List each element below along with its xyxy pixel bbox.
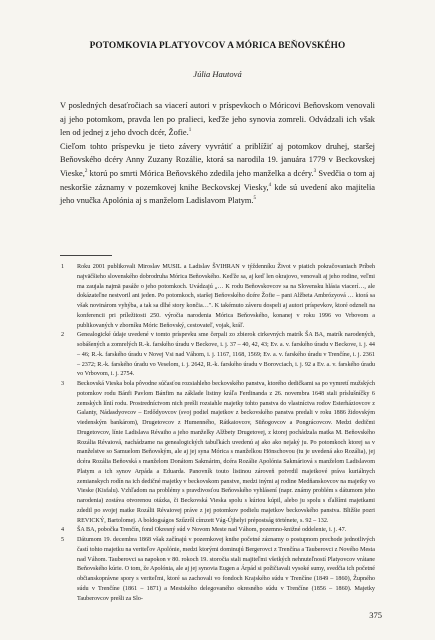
footnote-separator bbox=[60, 255, 112, 256]
footnote-text: Roku 2001 publikovali Miroslav MUSIL a Ladislav ŠVIHRAN v týždenníku Život v piatich pokračovaniach Príbeh najväčšieho slovenského dobrodruha Mórica Beňovského. Keďže sa, aj keď len okrajovo, venovali aj jeho rodine, veľmi ma zaujala najmä pasáže o jeho potomkoch. Uvádzajú „… K rodu Beňovskovcov sa na Slovensku hlásia viacerí…, ale dokázateľne nestvoril ani jeden. Po potomkoch, staršej Beňovského dcére Žofie – pani Alžbeta Ambrózyová … ktorá sa však novinárom vyhýba, a tak sa dlhé story končia…". K takémuto záveru dospeli aj autori príspevkov, ktoré odzneli na konferencii pri príležitosti 250. výročia narodenia Mórica Beňovského, konanej v roku 1996 vo Vrbovom a publikovaných v zborníku Móric Beňovský, cestovateľ, vojak, kráľ. bbox=[77, 264, 375, 329]
footnote-text: Dátumom 19. decembra 1868 však začínajú v pozemkovej knihe početné záznamy o postupnom prechode jednotlivých častí tohto majetku na veriteľov Apolónie, medzi ktorými dominujú Bergerovci z Trenčína a Tauberovci z Nového Mesta nad Váhom. Tauberovci sa napokon v 80. rokoch 19. storočia stali majiteľmi všetkých nehnuteľností Platyovcov vrátane Beňovského kúrie. O tom, že Apolónia, ale aj jej synovia Eugen a Árpád si požičiavali vysoké sumy, svedčia ich početné občianskoprávne spory s veriteľmi, ktoré sa zachovali vo fondoch Krajského súdu v Trenčíne (1849 – 1860), Župného súdu v Trenčíne (1861 – 1871) a Mestského delegovaného okresného súdu v Trenčíne (1856 – 1860). Majetky Tauberovcov prešli za Slo- bbox=[77, 537, 375, 602]
main-text bbox=[60, 99, 375, 208]
footnote-number: 5 bbox=[61, 537, 65, 543]
footnote-number: 2 bbox=[61, 332, 65, 339]
paragraph-1-text: V posledných desaťročiach sa viacerí autori v príspevkoch o Móricovi Beňovskom venovali aj jeho potomkom, pravda len po pralieci, keďže jeho synovia zomreli. Odvádzali ich však len od jednej z jeho dvoch dcér, Žofie. bbox=[60, 101, 375, 138]
footnote-ref-5: 5 bbox=[253, 196, 257, 202]
paragraph-2-text-b: ktorú po smrti Mórica Beňovského zdedila jeho manželka a dcéry. bbox=[87, 168, 314, 178]
footnote-number: 4 bbox=[61, 527, 65, 534]
footnote-ref-4: 4 bbox=[268, 182, 272, 188]
footnote-text: Genealogické údaje uvedené v tomto príspevku sme čerpali zo zbierok cirkevných matrík ŠA BA, matrík narodených, sobášených a zomrelých R.-k. farského úradu v Beckove, i. j. 37 – 40, 42, 43; Ev. a. v. farského úradu v Beckove, i. j. 44 – 46; R.-k. farského úradu v Novej Vsi nad Váhom, i. j. 1167, 1168, 1569; Ev. a. v. farského úradu v Trenčíne, i. j. 2361 – 2372; R.-k. farského úradu vo Veselom, i. j. 2642, R.-k. farského úradu v Borovciach, i. j. 92 a Ev. a. v. farského úradu vo Vrbovom, i. j. 2754. bbox=[77, 332, 375, 378]
paragraph-2-text-a: Cieľom tohto príspevku je tieto závery vyvrátiť a priblížiť aj potomkov druhej, staršej Beňovského dcéry Anny Zuzany Rozálie, ktorá sa narodila 19. januára 1779 v Beckovskej Vieske, bbox=[60, 141, 375, 178]
footnote-5 bbox=[60, 536, 375, 604]
article-title: POTOMKOVIA PLATYOVCOV A MÓRICA BEŇOVSKÉHO bbox=[89, 41, 346, 51]
footnote-ref-3: 3 bbox=[313, 169, 317, 175]
page-number: 375 bbox=[369, 610, 382, 620]
footnote-number: 3 bbox=[61, 381, 65, 387]
footnote-text: ŠA BA, pobočka Trenčín, fond Okresný súd v Novom Meste nad Váhom, pozemno-knižné oddelenie, i. j. 47. bbox=[77, 527, 347, 534]
footnote-text: Beckovská Vieska bola pôvodne súčasťou rozsiahleho beckovského panstva, ktorého dedičkami sa po vymretí mužských potomkov rodu Bánfi Pavlom Bánfim na základe listiny kráľa Ferdinanda z 26. novembra 1648 stali príslušníčky 6 zemských línií rodu. Prostredníctvom nich prešli rozsiahle majetky tohto panstva do vlastníctva rodov Esterháziovcov z Galanty, Nádasdyovcov – Erdődyovcov (svoj podiel majetkov z beckovského panstva predali v roku 1886 židovským viedenským bankárom), Drugetovcov z Humenného, Rátkaiovcov, Süňogovcov a Pongrácovcov. Medzi dedičmi Drugetovcov, línie Ladislava Révaiho a jeho manželky Alžbety Drugetovej, z ktorej pochádzala matka M. Beňovského Rozália Révaiová, nachádzame na genealogických tabuľkách uvedenú aj ako ako nejaký ju. Po potomkoch ktorej sa v manželstve so Samuelom Beňovským, ale aj jej syna Mórica s manželkou Hönschovou (tu je uvedená ako Rozália), jej dcéra Rozália Beňovská s manželom Donátom Sakmárim, dcéra Rozálie Apolónia Sakmáriová s manželom Ladislavom Platym a ich synov Arpáda a Eduarda. Panovník touto listinou zároveň potvrdil majetkové práva kuriálnych zemianskych rodín na ich dedičné majetky v beckovskom panstve, medzi inými aj rodine Medňanskovcov na majetky vo Vieske (Kisfalu). Vzhľadom na problémy s pravdivosťou Beňovského vyhlásení (napr. známy problém s dátumom jeho narodenia) zostáva otvorenou otázka, či Beckovská Vieska spolu s kúriou kúpil, alebo ju spolu s ďalšími majetkami zdedil po svojej matke Rozálii Révaiovej práve z jej potomkov podielu majetkov beckovského panstva. Bližšie pozri REVICKÝ, Bartolomej. A boldogságos Szűzről címzett Vág-Újhelyi prépostság története, s. 92 – 132. bbox=[77, 381, 375, 524]
footnote-ref-1: 1 bbox=[188, 128, 192, 134]
paragraph-1 bbox=[60, 99, 375, 140]
article-author: Júlia Hautová bbox=[193, 69, 242, 79]
footnote-number: 1 bbox=[61, 264, 65, 270]
footnote-ref-2: 2 bbox=[84, 169, 88, 175]
footnotes bbox=[60, 263, 375, 604]
paragraph-2 bbox=[60, 140, 375, 208]
footnote-4 bbox=[60, 526, 375, 536]
footnote-3 bbox=[60, 380, 375, 526]
paragraph-2-text-c: Svedčia o tom aj neskoršie záznamy v pozemkovej knihe Beckovskej Viesky, bbox=[60, 168, 375, 192]
footnote-1 bbox=[60, 263, 375, 331]
footnote-2 bbox=[60, 331, 375, 380]
paragraph-2-text-d: kde sú uvedení ako majitelia jeho vnučka Apolónia aj s manželom Ladislavom Platym. bbox=[60, 182, 375, 206]
